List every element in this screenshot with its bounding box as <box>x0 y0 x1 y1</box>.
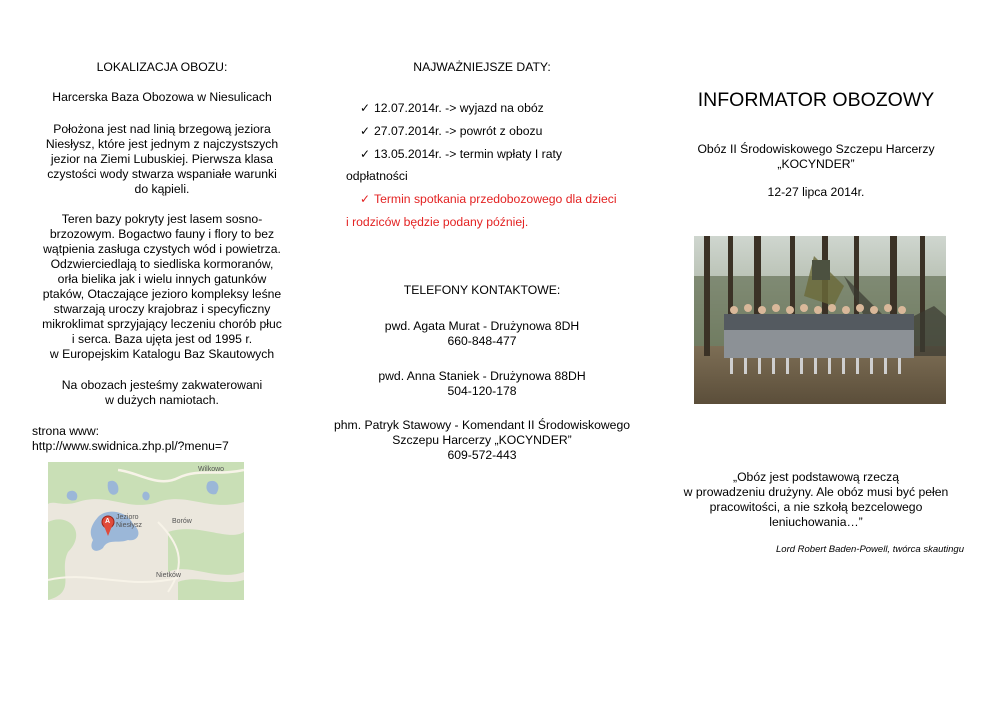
meeting-note-line-1: ✓ Termin spotkania przedobozowego dla dzieci <box>360 192 617 206</box>
date-item-1: ✓ 12.07.2014r. -> wyjazd na obóz <box>360 101 544 115</box>
accommodation-paragraph: Na obozach jesteśmy zakwaterowani w dużych namiotach. <box>61 378 263 407</box>
contact-name: phm. Patryk Stawowy - Komendant II Środowiskowego <box>333 418 631 432</box>
location-map[interactable] <box>48 462 244 600</box>
contact-name: pwd. Agata Murat - Drużynowa 8DH <box>384 319 580 333</box>
date-item-3: ✓ 13.05.2014r. -> termin wpłaty I raty <box>360 147 562 161</box>
map-graphic <box>48 462 244 600</box>
camp-subtitle: Obóz II Środowiskowego Szczepu Harcerzy „KOCYNDER” <box>697 142 935 171</box>
check-icon: ✓ <box>360 101 371 115</box>
contact-phone[interactable]: 504-120-178 <box>447 384 517 398</box>
date-item-3-continuation: odpłatności <box>346 169 408 183</box>
meeting-note-line-2: i rodziców będzie podany później. <box>346 215 529 229</box>
base-name: Harcerska Baza Obozowa w Niesulicach <box>52 90 272 104</box>
date-item-2: ✓ 27.07.2014r. -> powrót z obozu <box>360 124 543 138</box>
contact-3 <box>310 418 654 463</box>
contact-phone[interactable]: 660-848-477 <box>447 334 517 348</box>
group-photo-graphic <box>694 236 946 404</box>
website-label: strona www: <box>32 424 100 438</box>
quote-author: Lord Robert Baden-Powell, twórca skautingu <box>776 544 964 555</box>
website-url[interactable]: http://www.swidnica.zhp.pl/?menu=7 <box>32 439 229 453</box>
contact-name: pwd. Anna Staniek - Drużynowa 88DH <box>378 369 586 383</box>
contact-2 <box>320 369 644 399</box>
map-marker-icon[interactable]: A <box>105 518 111 525</box>
check-icon: ✓ <box>360 147 371 161</box>
map-label-wilkowo: Wilkowo <box>198 466 225 473</box>
location-heading: LOKALIZACJA OBOZU: <box>96 60 228 74</box>
camp-dates: 12-27 lipca 2014r. <box>767 185 865 199</box>
map-label-nietkow: Nietków <box>156 572 181 579</box>
map-label-borow: Borów <box>172 518 192 525</box>
contact-1 <box>320 319 644 349</box>
website-block <box>32 424 229 454</box>
group-photo <box>694 236 946 404</box>
quote: „Obóz jest podstawową rzeczą w prowadzeniu drużyny. Ale obóz musi być pełen pracowitości, a nie szkołą bezcelowego leniuchowania…” <box>683 470 949 529</box>
description-paragraph-1: Położona jest nad linią brzegową jeziora Niesłysz, które jest jednym z najczystszych jezior na Ziemi Lubuskiej. Pierwsza klasa czystości wody stwarza wspaniałe warunki do kąpieli. <box>45 122 279 196</box>
contact-phone[interactable]: 609-572-443 <box>447 448 517 462</box>
phones-heading: TELEFONY KONTAKTOWE: <box>403 283 561 297</box>
leaflet-title: INFORMATOR OBOZOWY <box>697 89 935 111</box>
check-icon: ✓ <box>360 124 371 138</box>
contact-name-line-2: Szczepu Harcerzy „KOCYNDER” <box>392 433 572 447</box>
dates-heading: NAJWAŻNIEJSZE DATY: <box>413 60 551 74</box>
map-label-lake: Jezioro Niesłysz <box>116 514 143 529</box>
description-paragraph-2: Teren bazy pokryty jest lasem sosno- brzozowym. Bogactwo fauny i flory to bez wątpienia zasługa czystych wód i powietrza. Odzwierciedlają to siedliska kormoranów, orła bielika jak i wielu innych gatunków ptaków, Otaczające jezioro kompleksy leśne stwarzają uroczy krajobraz i specyficzny mikroklimat sprzyjający leczeniu chorób płuc i serca. Baza ujęta jest od 1995 r. w Europejskim Katalogu Baz Skautowych <box>42 212 282 361</box>
check-icon: ✓ <box>360 192 371 206</box>
